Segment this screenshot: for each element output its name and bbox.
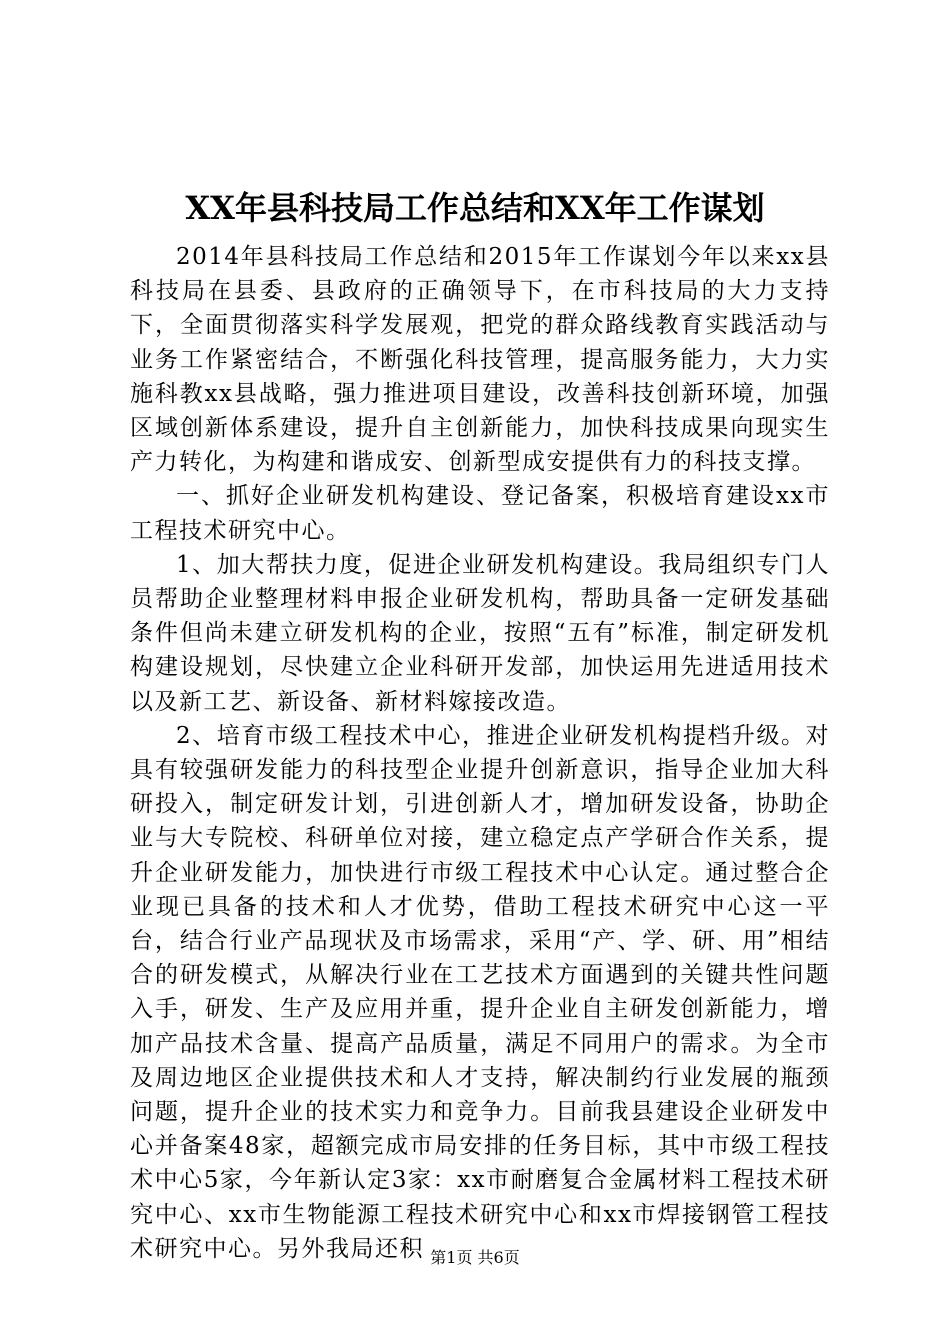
document-body <box>130 240 830 1266</box>
paragraph-item-2: 2、培育市级工程技术中心，推进企业研发机构提档升级。对具有较强研发能力的科技型企业提升创新意识，指导企业加大科研投入，制定研发计划，引进创新人才，增加研发设备，协助企业与大专院校、科研单位对接，建立稳定点产学研合作关系，提升企业研发能力，加快进行市级工程技术中心认定。通过整合企业现已具备的技术和人才优势，借助工程技术研究中心这一平台，结合行业产品现状及市场需求，采用“产、学、研、用”相结合的研发模式，从解决行业在工艺技术方面遇到的关键共性问题入手，研发、生产及应用并重，提升企业自主研发创新能力，增加产品技术含量、提高产品质量，满足不同用户的需求。为全市及周边地区企业提供技术和人才支持，解决制约行业发展的瓶颈问题，提升企业的技术实力和竞争力。目前我县建设企业研发中心并备案48家，超额完成市局安排的任务目标，其中市级工程技术中心5家，今年新认定3家：xx市耐磨复合金属材料工程技术研究中心、xx市生物能源工程技术研究中心和xx市焊接钢管工程技术研究中心。另外我局还积 <box>130 722 830 1262</box>
page-footer: 第1页 共6页 <box>430 1248 520 1267</box>
paragraph-section-1: 一、抓好企业研发机构建设、登记备案，积极培育建设xx市工程技术研究中心。 <box>130 483 830 544</box>
paragraph-item-1: 1、加大帮扶力度，促进企业研发机构建设。我局组织专门人员帮助企业整理材料申报企业研发机构，帮助具备一定研发基础条件但尚未建立研发机构的企业，按照“五有”标准，制定研发机构建设规划，尽快建立企业科研开发部，加快运用先进适用技术以及新工艺、新设备、新材料嫁接改造。 <box>130 551 830 715</box>
document-title: XX年县科技局工作总结和XX年工作谋划 <box>185 189 765 227</box>
paragraph-intro: 2014年县科技局工作总结和2015年工作谋划今年以来xx县科技局在县委、县政府的正确领导下，在市科技局的大力支持下，全面贯彻落实科学发展观，把党的群众路线教育实践活动与业务工作紧密结合，不断强化科技管理，提高服务能力，大力实施科教xx县战略，强力推进项目建设，改善科技创新环境，加强区域创新体系建设，提升自主创新能力，加快科技成果向现实生产力转化，为构建和谐成安、创新型成安提供有力的科技支撑。 <box>130 244 830 476</box>
